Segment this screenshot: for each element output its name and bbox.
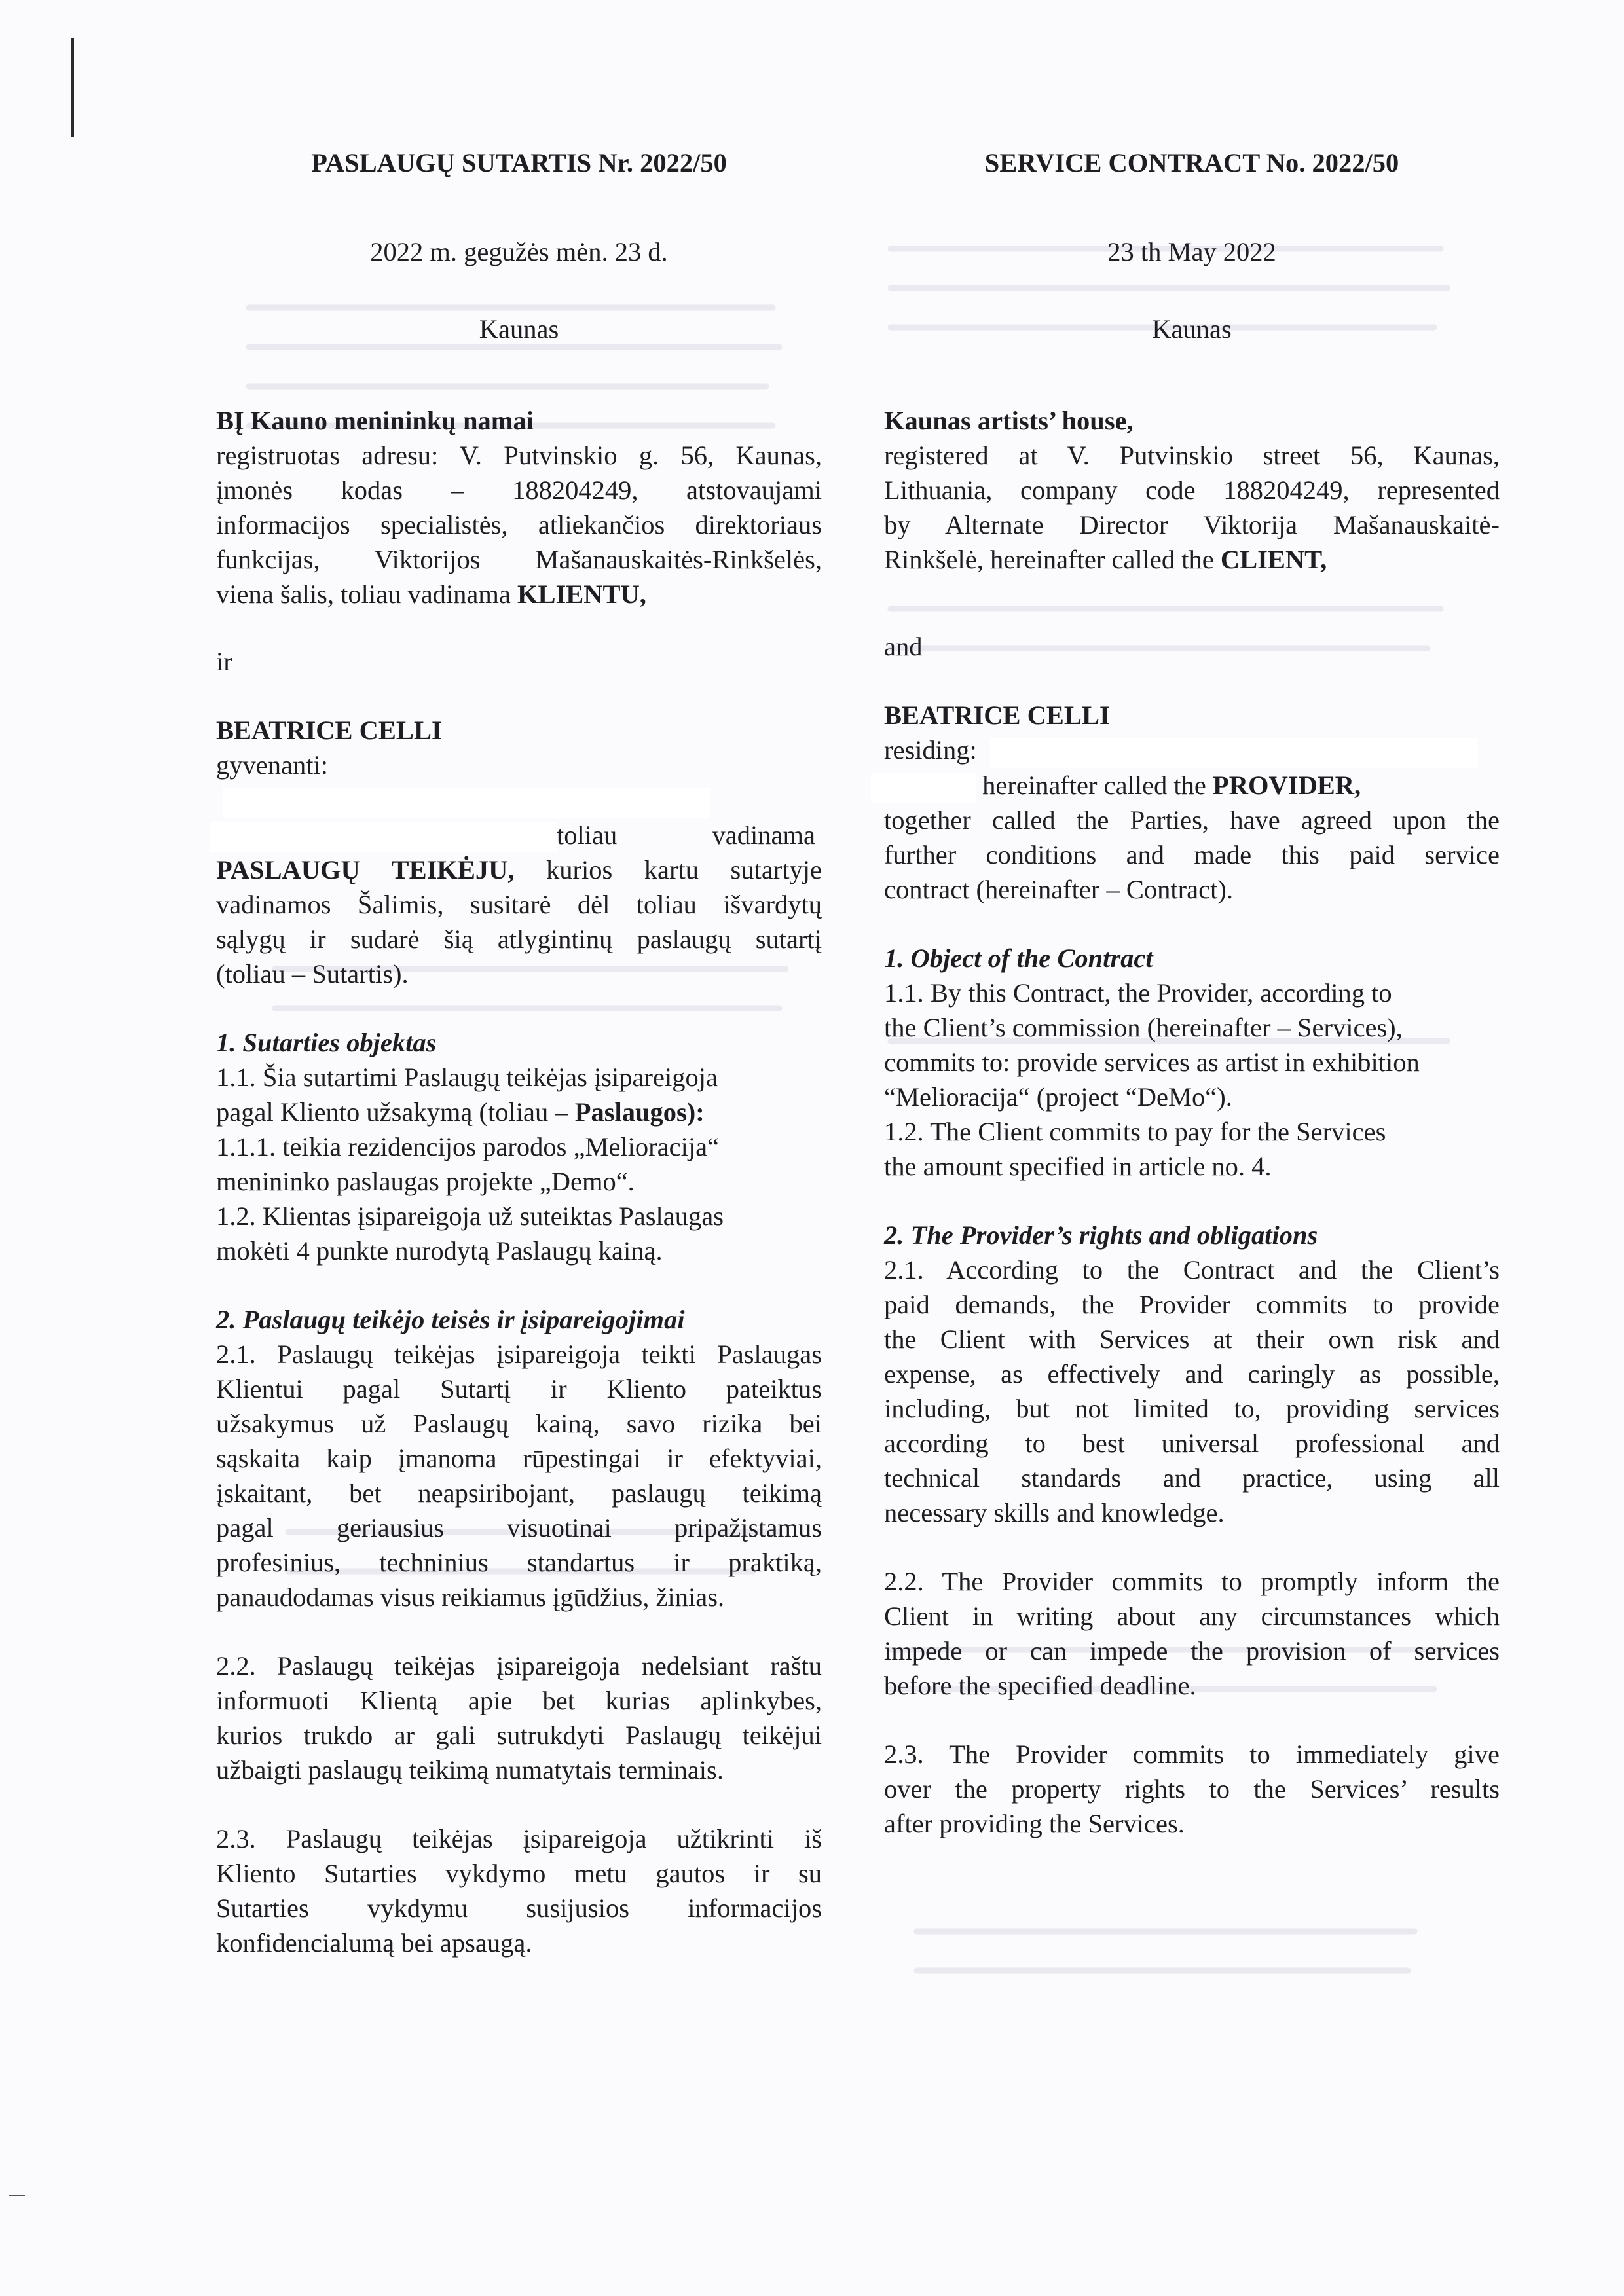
section-1-title-lt: 1. Sutarties objektas [216, 1028, 437, 1058]
provider-called-line-en [884, 768, 1500, 803]
clause-1-1-en: “Melioracija“ (project “DeMo“). [884, 1082, 1232, 1112]
provider-role-en: PROVIDER, [1213, 770, 1361, 800]
clause-2-2-lt: informuoti Klientą apie bet kurias aplinkybes, [216, 1686, 822, 1716]
clause-2-2-en: Client in writing about any circumstances which [884, 1601, 1500, 1631]
clause-2-2-lt: 2.2. Paslaugų teikėjas įsipareigoja nedelsiant raštu [216, 1651, 822, 1681]
clause-1-2-en: 1.2. The Client commits to pay for the Services [884, 1117, 1386, 1147]
client-registration-lt: registruotas adresu: V. Putvinskio g. 56, Kaunas, [216, 441, 822, 470]
conjunction-en: and [884, 632, 923, 661]
client-registration-lt: informacijos specialistės, atliekančios direktoriaus [216, 510, 822, 539]
clause-2-3-en: 2.3. The Provider commits to immediately give [884, 1740, 1500, 1770]
contract-date-en: 23 th May 2022 [1107, 237, 1276, 266]
clause-2-2-lt: kurios trukdo ar gali sutrukdyti Paslaugų teikėjui [216, 1721, 822, 1751]
client-registration-lt: funkcijas, Viktorijos Mašanauskaitės-Rinkšelės, [216, 545, 822, 574]
clause-2-3-en: over the property rights to the Services’ results [884, 1774, 1500, 1804]
clause-1-2-en: the amount specified in article no. 4. [884, 1152, 1272, 1182]
client-role-pre-en: Rinkšelė, hereinafter called the [884, 545, 1214, 574]
provider-called-line-lt [216, 818, 822, 853]
scan-edge-mark [71, 38, 74, 137]
provider-called-en: together called the Parties, have agreed upon the [884, 805, 1500, 835]
clause-1-1-1-lt: 1.1.1. teikia rezidencijos parodos „Melioracija“ [216, 1132, 720, 1162]
clause-2-3-lt: 2.3. Paslaugų teikėjas įsipareigoja užtikrinti iš [216, 1824, 822, 1854]
clause-2-3-en: after providing the Services. [884, 1809, 1185, 1839]
clause-2-1-en: according to best universal professional and [884, 1429, 1500, 1459]
lithuanian-column [216, 145, 822, 1960]
provider-called-lt: vadinamos Šalimis, susitarė dėl toliau išvardytų [216, 890, 822, 920]
redacted-address [223, 788, 710, 818]
clause-1-2-lt: mokėti 4 punkte nurodytą Paslaugų kainą. [216, 1236, 663, 1266]
client-registration-en: registered at V. Putvinskio street 56, Kaunas, [884, 441, 1500, 470]
clause-2-1-lt: panaudodamas visus reikiamus įgūdžius, žinias. [216, 1582, 725, 1613]
provider-called-lt: (toliau – Sutartis). [216, 959, 409, 989]
redacted-address [210, 822, 557, 852]
client-name-lt: BĮ Kauno menininkų namai [216, 406, 534, 435]
section-1-title-en: 1. Object of the Contract [884, 943, 1153, 974]
clause-1-1-lt [216, 1095, 822, 1129]
clause-1-1-1-lt: menininko paslaugas projekte „Demo“. [216, 1167, 635, 1197]
residing-label-en: residing: [884, 735, 977, 765]
provider-called-en: hereinafter called the [982, 770, 1206, 800]
contract-date-lt: 2022 m. gegužės mėn. 23 d. [370, 237, 668, 266]
redacted-address [990, 738, 1478, 768]
clause-2-1-en: the Client with Services at their own risk and [884, 1324, 1500, 1355]
client-role-en: CLIENT, [1220, 545, 1327, 574]
clause-2-1-lt: įskaitant, bet neapsiribojant, paslaugų teikimą [216, 1478, 822, 1508]
clause-2-1-lt: profesinius, techninius standartus ir praktiką, [216, 1548, 822, 1578]
client-role-line-en [884, 542, 1500, 577]
clause-2-3-lt: Kliento Sutarties vykdymo metu gautos ir su [216, 1859, 822, 1889]
clause-2-2-en: before the specified deadline. [884, 1671, 1196, 1701]
clause-2-2-en: impede or can impede the provision of services [884, 1636, 1500, 1666]
client-registration-en: by Alternate Director Viktorija Mašanauskaitė- [884, 510, 1500, 539]
client-registration-en: Lithuania, company code 188204249, represented [884, 475, 1500, 505]
contract-city-lt: Kaunas [479, 314, 559, 344]
clause-1-1-en: the Client’s commission (hereinafter – Services), [884, 1013, 1403, 1043]
provider-residence-en [884, 733, 1500, 768]
client-role-line-lt [216, 577, 822, 611]
clause-2-2-en: 2.2. The Provider commits to promptly inform the [884, 1567, 1500, 1597]
scan-edge-mark [9, 2195, 25, 2196]
provider-name-en: BEATRICE CELLI [884, 701, 1110, 730]
english-column [884, 145, 1500, 1841]
client-role-lt: KLIENTU, [517, 579, 646, 609]
clause-1-1-text-lt: pagal Kliento užsakymą (toliau – [216, 1097, 568, 1127]
client-role-pre-lt: viena šalis, toliau vadinama [216, 579, 511, 609]
provider-role-lt: PASLAUGŲ TEIKĖJU, [216, 855, 515, 885]
clause-2-1-lt: Klientui pagal Sutartį ir Kliento pateiktus [216, 1374, 822, 1404]
redacted-address [871, 773, 976, 803]
provider-called-lt: kurios kartu sutartyje [546, 855, 822, 885]
provider-called-en: further conditions and made this paid service [884, 840, 1500, 870]
provider-called-en: contract (hereinafter – Contract). [884, 875, 1233, 905]
clause-2-1-en: expense, as effectively and caringly as possible, [884, 1359, 1500, 1389]
clause-2-1-en: paid demands, the Provider commits to provide [884, 1290, 1500, 1320]
section-2-title-lt: 2. Paslaugų teikėjo teisės ir įsipareigojimai [216, 1305, 685, 1335]
conjunction-lt: ir [216, 647, 232, 676]
provider-role-line-lt [216, 852, 822, 887]
clause-2-1-en: 2.1. According to the Contract and the Client’s [884, 1255, 1500, 1285]
contract-title-en: SERVICE CONTRACT No. 2022/50 [984, 148, 1399, 177]
residing-label-lt: gyvenanti: [216, 750, 328, 780]
section-2-title-en: 2. The Provider’s rights and obligations [884, 1220, 1318, 1250]
clause-2-1-lt: užsakymus už Paslaugų kainą, savo rizika bei [216, 1409, 822, 1439]
clause-2-1-en: necessary skills and knowledge. [884, 1498, 1225, 1528]
clause-2-1-lt: sąskaita kaip įmanoma rūpestingai ir efektyviai, [216, 1444, 822, 1474]
clause-1-1-en: 1.1. By this Contract, the Provider, according to [884, 978, 1392, 1008]
clause-2-1-en: including, but not limited to, providing services [884, 1394, 1500, 1424]
clause-2-1-en: technical standards and practice, using all [884, 1463, 1500, 1493]
client-registration-lt: įmonės kodas – 188204249, atstovaujami [216, 475, 822, 505]
contract-title-lt: PASLAUGŲ SUTARTIS Nr. 2022/50 [311, 148, 727, 177]
clause-2-3-lt: Sutarties vykdymu susijusios informacijos [216, 1893, 822, 1923]
clause-1-2-lt: 1.2. Klientas įsipareigoja už suteiktas Paslaugas [216, 1201, 724, 1231]
clause-2-2-lt: užbaigti paslaugų teikimą numatytais terminais. [216, 1755, 724, 1785]
clause-2-1-lt: pagal geriausius visuotinai pripažįstamus [216, 1513, 822, 1543]
contract-city-en: Kaunas [1152, 314, 1232, 344]
clause-1-1-lt: 1.1. Šia sutartimi Paslaugų teikėjas įsipareigoja [216, 1063, 718, 1093]
provider-called-lt: sąlygų ir sudarė šią atlygintinų paslaugų sutartį [216, 924, 822, 955]
provider-residence-lt [216, 748, 822, 818]
clause-1-1-en: commits to: provide services as artist in exhibition [884, 1048, 1420, 1078]
services-term-lt: Paslaugos): [574, 1097, 705, 1127]
client-name-en: Kaunas artists’ house, [884, 406, 1134, 435]
clause-2-3-lt: konfidencialumą bei apsaugą. [216, 1928, 532, 1958]
provider-name-lt: BEATRICE CELLI [216, 716, 442, 745]
clause-2-1-lt: 2.1. Paslaugų teikėjas įsipareigoja teikti Paslaugas [216, 1339, 822, 1370]
provider-called-lt: toliau vadinama [557, 820, 815, 850]
